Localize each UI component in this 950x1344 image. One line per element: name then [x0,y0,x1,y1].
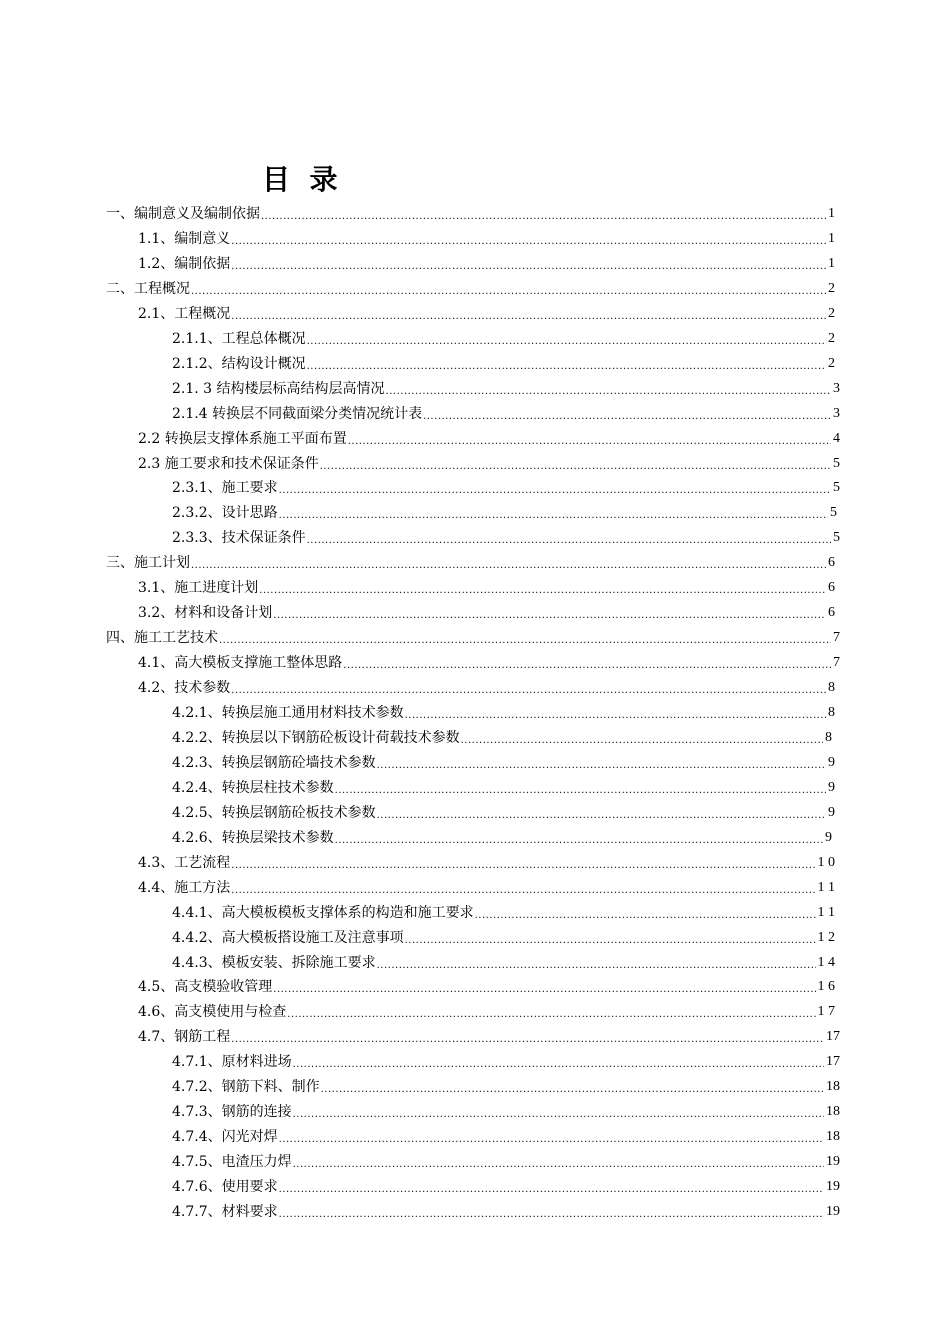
toc-leader-dots [279,1202,824,1222]
toc-leader-dots [377,753,826,773]
toc-entry-label: 4.6、高支模使用与检查 [138,1004,287,1021]
toc-leader-dots [321,1077,824,1097]
toc-entry-label: 4.2.5、转换层钢筋砼板技术参数 [172,804,376,821]
toc-entry-page: 18 [826,1079,840,1095]
toc-entry-page: 17 [826,1029,840,1045]
toc-leader-dots [231,878,815,898]
toc-entry-page: 9 [825,829,832,845]
toc-entry-label: 三、施工计划 [106,555,190,572]
toc-entry[interactable] [138,424,840,449]
toc-entry-label: 4.2.6、转换层梁技术参数 [172,829,334,846]
toc-entry-page: 2 [828,280,835,296]
toc-leader-dots [293,1052,824,1072]
toc-entry-page: 9 [828,804,835,820]
toc-leader-dots [191,553,826,573]
toc-entry[interactable] [172,1197,840,1222]
toc-leader-dots [279,478,831,498]
toc-entry-label: 4.3、工艺流程 [138,854,231,871]
toc-entry-label: 四、施工工艺技术 [106,630,218,647]
toc-entry-label: 4.7.2、钢筋下料、制作 [172,1079,320,1096]
toc-entry-page: 1 1 [817,879,835,895]
toc-entry[interactable] [172,1172,840,1197]
toc-entry-page: 1 7 [817,1004,835,1020]
toc-leader-dots [279,1177,824,1197]
toc-leader-dots [231,1027,824,1047]
toc-leader-dots [293,1102,824,1122]
toc-entry-label: 4.2.3、转换层钢筋砼墙技术参数 [172,754,376,771]
toc-entry-label: 2.1、工程概况 [138,305,231,322]
toc-entry[interactable] [138,873,835,898]
toc-entry-page: 5 [833,530,840,546]
toc-entry-label: 4.7.3、钢筋的连接 [172,1104,292,1121]
toc-entry-label: 1.1、编制意义 [138,230,231,247]
toc-entry-page: 1 0 [817,854,835,870]
toc-leader-dots [287,1002,815,1022]
toc-entry[interactable] [172,698,835,723]
toc-entry[interactable] [138,997,835,1022]
toc-entry[interactable] [106,274,835,299]
toc-entry[interactable] [172,748,835,773]
toc-entry[interactable] [172,798,835,823]
toc-entry-page: 7 [833,655,840,671]
toc-leader-dots [307,329,826,349]
toc-leader-dots [343,653,831,673]
toc-entry-label: 2.1. 3 结构楼层标高结构层高情况 [172,380,385,397]
toc-entry-label: 4.2、技术参数 [138,680,231,697]
toc-entry[interactable] [172,374,840,399]
toc-entry[interactable] [138,224,835,249]
toc-leader-dots [293,1152,824,1172]
toc-entry-page: 6 [828,605,835,621]
toc-entry[interactable] [138,299,835,324]
toc-leader-dots [320,454,831,474]
toc-entry[interactable] [172,898,835,923]
toc-entry[interactable] [106,623,840,648]
toc-entry[interactable] [172,1147,840,1172]
toc-entry-page: 1 [828,255,835,271]
toc-entry-page: 6 [828,580,835,596]
toc-entry-page: 17 [826,1054,840,1070]
toc-entry[interactable] [138,573,835,598]
toc-entry-page: 1 [828,230,835,246]
toc-entry-label: 4.7.7、材料要求 [172,1204,278,1220]
toc-entry-label: 4.7、钢筋工程 [138,1029,231,1046]
toc-entry-label: 2.3 施工要求和技术保证条件 [138,455,319,472]
toc-entry-page: 8 [828,705,835,720]
toc-entry-label: 2.1.2、结构设计概况 [172,355,306,372]
toc-leader-dots [231,304,826,324]
toc-entry-page: 7 [833,630,840,646]
toc-entry-page: 18 [826,1104,840,1120]
toc-leader-dots [335,778,826,798]
toc-entry-page: 9 [828,779,835,795]
toc-leader-dots [405,703,826,723]
toc-entry-page: 19 [826,1154,840,1170]
toc-entry-page: 1 6 [817,979,835,995]
toc-entry[interactable] [172,923,835,948]
toc-entry-label: 4.4.2、高大模板搭设施工及注意事项 [172,929,404,946]
toc-entry-label: 4.7.1、原材料进场 [172,1054,292,1071]
toc-leader-dots [348,429,831,449]
toc-entry[interactable] [172,1047,840,1072]
toc-entry-page: 19 [826,1179,840,1195]
toc-entry[interactable] [172,1122,840,1147]
toc-entry[interactable] [172,324,835,349]
toc-entry-label: 4.4、施工方法 [138,879,231,896]
toc-entry[interactable] [172,498,837,523]
toc-entry-page: 3 [833,380,840,396]
toc-leader-dots [307,354,826,374]
toc-entry[interactable] [172,473,840,498]
toc-entry-label: 2.1.4 转换层不同截面梁分类情况统计表 [172,405,423,422]
toc-entry[interactable] [172,523,840,548]
toc-entry[interactable] [138,1022,840,1047]
toc-entry[interactable] [138,598,835,623]
toc-entry-page: 1 1 [817,904,835,920]
toc-entry-page: 18 [826,1129,840,1145]
toc-entry-label: 3.1、施工进度计划 [138,580,259,597]
toc-entry-label: 4.5、高支模验收管理 [138,979,273,996]
toc-entry-page: 9 [828,754,835,770]
toc-entry-label: 4.7.4、闪光对焊 [172,1129,278,1146]
toc-leader-dots [273,603,826,623]
page-title: 目 录 [262,163,338,196]
toc-entry-label: 2.3.2、设计思路 [172,505,278,522]
toc-entry-page: 2 [828,330,835,346]
toc-entry-label: 4.2.4、转换层柱技术参数 [172,779,334,796]
toc-entry-label: 二、工程概况 [106,280,190,297]
toc-entry[interactable] [172,948,835,973]
toc-entry[interactable] [138,673,835,698]
toc-entry[interactable] [106,548,835,573]
toc-leader-dots [307,528,831,548]
toc-entry[interactable] [138,449,840,474]
toc-entry-page: 5 [833,455,840,471]
toc-entry-page: 1 2 [817,929,835,945]
toc-leader-dots [231,853,815,873]
toc-entry-page: 19 [826,1204,840,1219]
toc-entry[interactable] [172,1097,840,1122]
toc-entry-label: 4.2.2、转换层以下钢筋砼板设计荷载技术参数 [172,729,460,746]
toc-leader-dots [279,503,828,523]
toc-entry-label: 2.1.1、工程总体概况 [172,330,306,347]
toc-entry[interactable] [172,399,840,424]
toc-leader-dots [231,254,826,274]
toc-entry[interactable] [172,349,835,374]
toc-leader-dots [377,953,816,973]
toc-leader-dots [273,977,815,997]
toc-entry-page: 5 [830,505,837,521]
toc-entry[interactable] [138,972,835,997]
toc-entry-page: 8 [828,680,835,696]
toc-leader-dots [261,204,826,224]
toc-entry-label: 一、编制意义及编制依据 [106,206,260,222]
toc-entry-label: 4.2.1、转换层施工通用材料技术参数 [172,705,404,721]
toc-entry[interactable] [172,773,835,798]
toc-entry-page: 6 [828,555,835,571]
toc-entry-label: 2.2 转换层支撑体系施工平面布置 [138,430,347,447]
toc-leader-dots [231,229,826,249]
toc-entry-label: 4.4.3、模板安装、拆除施工要求 [172,954,376,971]
toc-leader-dots [279,1127,824,1147]
toc-entry-page: 1 4 [817,954,835,970]
toc-entry-page: 5 [833,480,840,496]
toc-leader-dots [423,404,831,424]
toc-entry-page: 2 [828,305,835,321]
toc-leader-dots [219,628,831,648]
toc-entry-label: 1.2、编制依据 [138,255,231,272]
toc-entry-page: 4 [833,430,840,446]
toc-entry-label: 2.3.3、技术保证条件 [172,530,306,547]
toc-leader-dots [377,803,826,823]
toc-leader-dots [475,903,816,923]
toc-entry[interactable] [138,848,835,873]
toc-entry[interactable] [172,823,832,848]
toc-entry[interactable] [172,723,832,748]
toc-entry[interactable] [138,249,835,274]
toc-leader-dots [405,928,816,948]
toc-entry[interactable] [138,648,840,673]
toc-entry-page: 3 [833,405,840,421]
toc-entry-label: 4.7.6、使用要求 [172,1179,278,1196]
toc-leader-dots [386,379,831,399]
toc-entry-label: 2.3.1、施工要求 [172,480,278,497]
toc-entry[interactable] [106,199,835,224]
toc-leader-dots [259,578,826,598]
toc-entry-label: 3.2、材料和设备计划 [138,605,273,622]
toc-entry-label: 4.1、高大模板支撑施工整体思路 [138,655,343,672]
toc-entry-page: 2 [828,355,835,371]
toc-entry-label: 4.4.1、高大模板模板支撑体系的构造和施工要求 [172,904,474,921]
toc-entry[interactable] [172,1072,840,1097]
toc-entry-page: 1 [828,206,835,221]
toc-leader-dots [335,828,823,848]
toc-leader-dots [191,279,826,299]
toc-entry-label: 4.7.5、电渣压力焊 [172,1154,292,1171]
toc-leader-dots [461,728,823,748]
toc-leader-dots [231,678,826,698]
toc-entry-page: 8 [825,729,832,745]
